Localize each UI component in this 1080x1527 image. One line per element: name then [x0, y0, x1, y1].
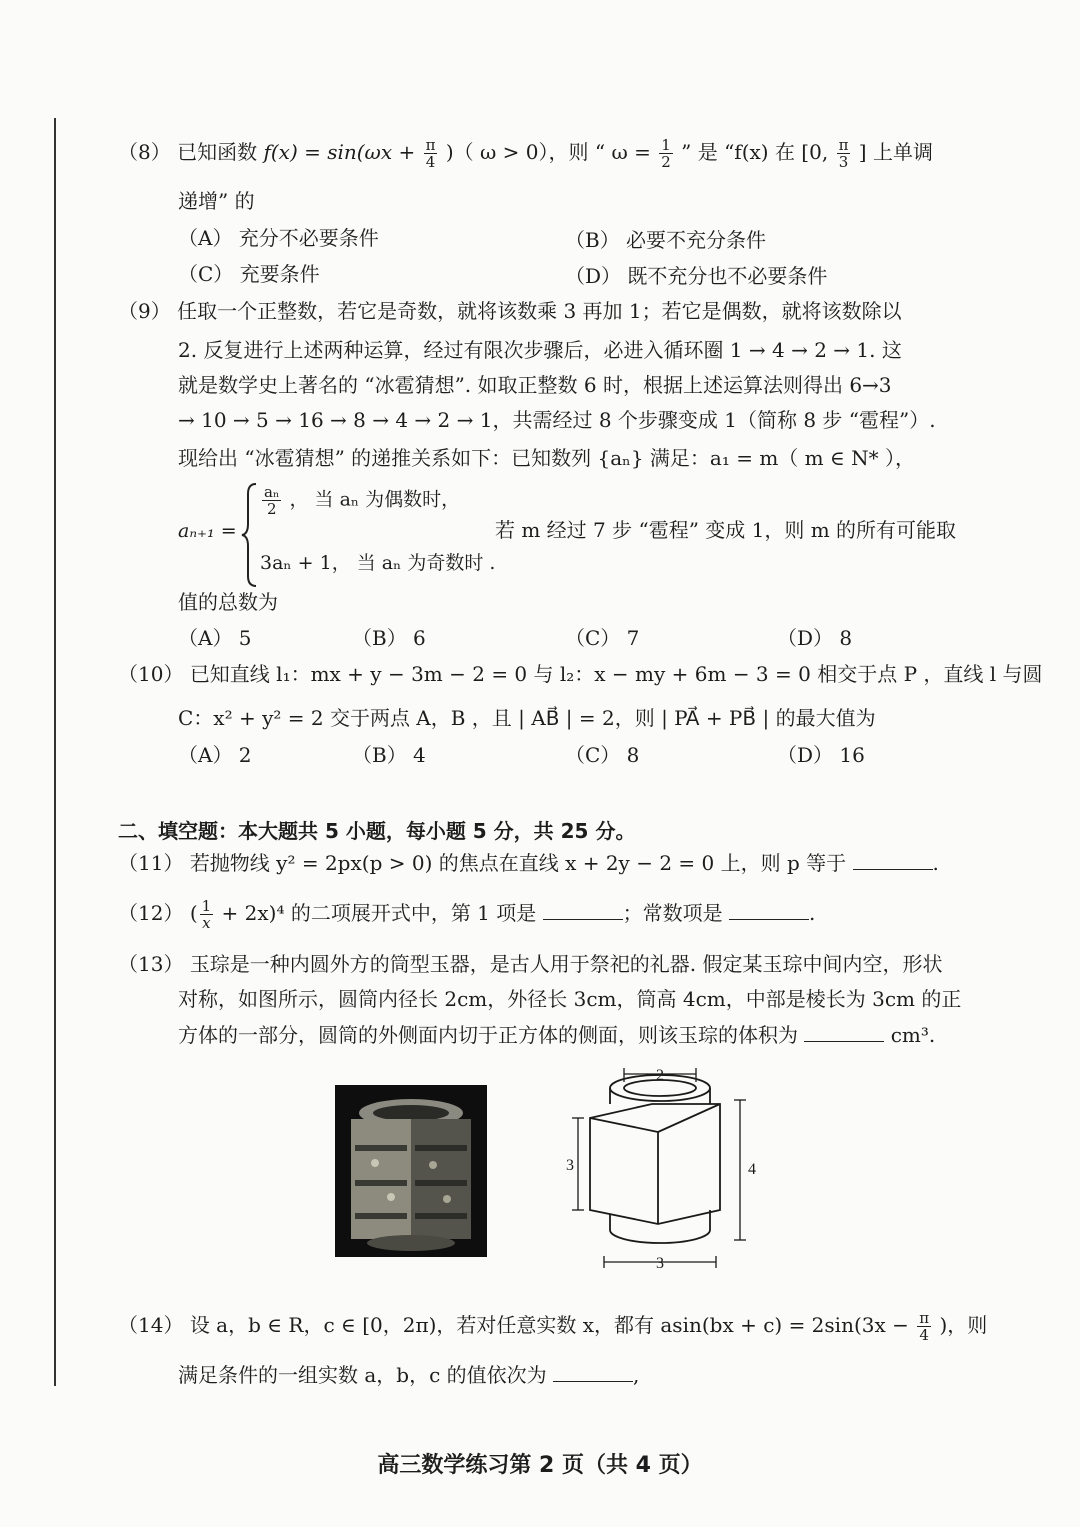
q9-line2: 2. 反复进行上述两种运算，经过有限次步骤后，必进入循环圈 1 → 4 → 2 → 1. 这: [178, 338, 902, 362]
page-footer: 高三数学练习第 2 页（共 4 页）: [377, 1453, 703, 1478]
q12-text: + 2x)⁴ 的二项展开式中，第 1 项是: [221, 901, 537, 925]
q9-option-c: （C） 7: [565, 626, 640, 650]
recurrence-case-even: [260, 484, 460, 517]
q12-end: .: [809, 901, 816, 925]
section-heading-fill-in: 二、填空题：本大题共 5 小题，每小题 5 分，共 25 分。: [118, 819, 636, 843]
q11-end: .: [932, 851, 939, 875]
q10-text-1: 已知直线 l₁：mx + y − 3m − 2 = 0 与 l₂：x − my + 6m − 3 = 0 相交于点 P ，直线 l 与圆: [189, 662, 1043, 686]
fraction-one-over-x: $\frac{1}{x}$: [201, 897, 212, 932]
recurrence-case-odd: 3aₙ + 1， 当 aₙ 为奇数时 .: [260, 552, 496, 574]
q12-line: [118, 898, 815, 931]
q8-number: （8）: [118, 140, 171, 164]
q11-text: 若抛物线 y² = 2px(p > 0) 的焦点在直线 x + 2y − 2 = 0 上，则 p 等于: [189, 851, 847, 875]
jade-cong-photo: [335, 1085, 487, 1257]
q9-option-b: （B） 6: [352, 626, 426, 650]
dim-label-left: 3: [566, 1157, 574, 1174]
q14-text-a: 设 a，b ∈ R，c ∈ [0，2π)，若对任意实数 x，都有 asin(bx + c) = 2sin(3x −: [189, 1313, 909, 1337]
q13-text-3: 方体的一部分，圆筒的外侧面内切于正方体的侧面，则该玉琮的体积为: [178, 1023, 798, 1047]
q13-answer-blank: [804, 1021, 884, 1042]
q10-line2: C：x² + y² = 2 交于两点 A，B ，且 | AB⃗ | = 2，则 | PA⃗ + PB⃗ | 的最大值为: [178, 706, 876, 730]
fraction-pi-over-3: $\frac{\pi}{3}$: [838, 136, 849, 171]
q9-line-last: 值的总数为: [178, 590, 278, 614]
recurrence-even-text: ， 当 aₙ 为偶数时，: [289, 488, 461, 511]
q8-option-d: （D） 既不充分也不必要条件: [565, 264, 828, 288]
q13-unit: cm³.: [890, 1023, 936, 1047]
fraction-one-half: $\frac{1}{2}$: [661, 136, 671, 171]
q8-text-e: ] 上单调: [858, 140, 933, 164]
q8-text-a: 已知函数: [177, 140, 258, 164]
q10-option-d: （D） 16: [777, 743, 865, 767]
q10-option-b: （B） 4: [352, 743, 426, 767]
q8-line1: [118, 137, 933, 170]
q10-line1: [118, 661, 1043, 687]
q13-line2: 对称，如图所示，圆筒内径长 2cm，外径长 3cm，筒高 4cm，中部是棱长为 3cm 的正: [178, 987, 962, 1011]
fraction-pi-over-4: $\frac{\pi}{4}$: [425, 136, 436, 171]
jade-cong-diagram: [560, 1060, 760, 1280]
q10-option-c: （C） 8: [565, 743, 640, 767]
q13-text-1: 玉琮是一种内圆外方的筒型玉器，是古人用于祭祀的礼器. 假定某玉琮中间内空，形状: [189, 952, 943, 976]
q14-line2: [178, 1361, 639, 1388]
q8-option-a: （A） 充分不必要条件: [178, 226, 379, 250]
q14-text-b: )，则: [939, 1313, 988, 1337]
q10-option-a: （A） 2: [178, 743, 252, 767]
q9-line5: 现给出 “冰雹猜想” 的递推关系如下：已知数列 {aₙ} 满足：a₁ = m（ m ∈ N* ），: [178, 446, 915, 470]
q8-option-b: （B） 必要不充分条件: [565, 228, 767, 252]
dim-label-top: 2: [656, 1067, 664, 1084]
q9-line1: [118, 298, 902, 324]
left-brace-icon: [240, 480, 260, 590]
q12-mid: ；常数项是: [622, 901, 723, 925]
q12-answer-blank-1: [543, 899, 623, 920]
q11-number: （11）: [118, 851, 184, 875]
dim-label-bottom: 3: [656, 1255, 664, 1272]
q9-line3: 就是数学史上著名的 “冰雹猜想”. 如取正整数 6 时，根据上述运算法则得出 6→3: [178, 373, 892, 397]
q10-number: （10）: [118, 662, 184, 686]
q9-question-text: 若 m 经过 7 步 “雹程” 变成 1，则 m 的所有可能取: [495, 518, 957, 542]
q14-number: （14）: [118, 1313, 184, 1337]
q14-text-2: 满足条件的一组实数 a，b，c 的值依次为: [178, 1363, 547, 1387]
fraction-an-over-2: $\frac{\text{aₙ}}{2}$: [264, 483, 280, 518]
q12-answer-blank-2: [729, 899, 809, 920]
recurrence-lhs: aₙ₊₁ =: [178, 520, 237, 542]
q8-text-d: ” 是 “f(x) 在 [0,: [681, 140, 829, 164]
q9-text-1: 任取一个正整数，若它是奇数，就将该数乘 3 再加 1；若它是偶数，就将该数除以: [177, 299, 902, 323]
q9-option-d: （D） 8: [777, 626, 853, 650]
q12-paren: (: [189, 901, 198, 925]
fraction-pi-over-4-q14: $\frac{\pi}{4}$: [919, 1309, 930, 1344]
dim-label-right: 4: [748, 1161, 756, 1178]
q8-option-c: （C） 充要条件: [178, 262, 320, 286]
q11-line: [118, 849, 939, 876]
q8-line2: 递增” 的: [178, 189, 255, 213]
q14-end: ,: [633, 1363, 640, 1387]
q9-option-a: （A） 5: [178, 626, 252, 650]
recurrence-formula: [178, 480, 496, 590]
q14-answer-blank: [553, 1361, 633, 1382]
margin-line: [54, 118, 56, 1386]
q11-answer-blank: [853, 849, 933, 870]
q9-number: （9）: [118, 299, 171, 323]
q13-line1: [118, 951, 943, 977]
q14-line1: [118, 1310, 987, 1343]
q13-line3: [178, 1021, 935, 1048]
q12-number: （12）: [118, 901, 184, 925]
q9-line4: → 10 → 5 → 16 → 8 → 4 → 2 → 1，共需经过 8 个步骤变成 1（简称 8 步 “雹程”）.: [178, 408, 936, 432]
q8-text-c: )（ ω > 0），则 “ ω =: [445, 140, 651, 164]
q8-text-b: f(x) = sin(ωx +: [263, 140, 416, 164]
q13-number: （13）: [118, 952, 184, 976]
